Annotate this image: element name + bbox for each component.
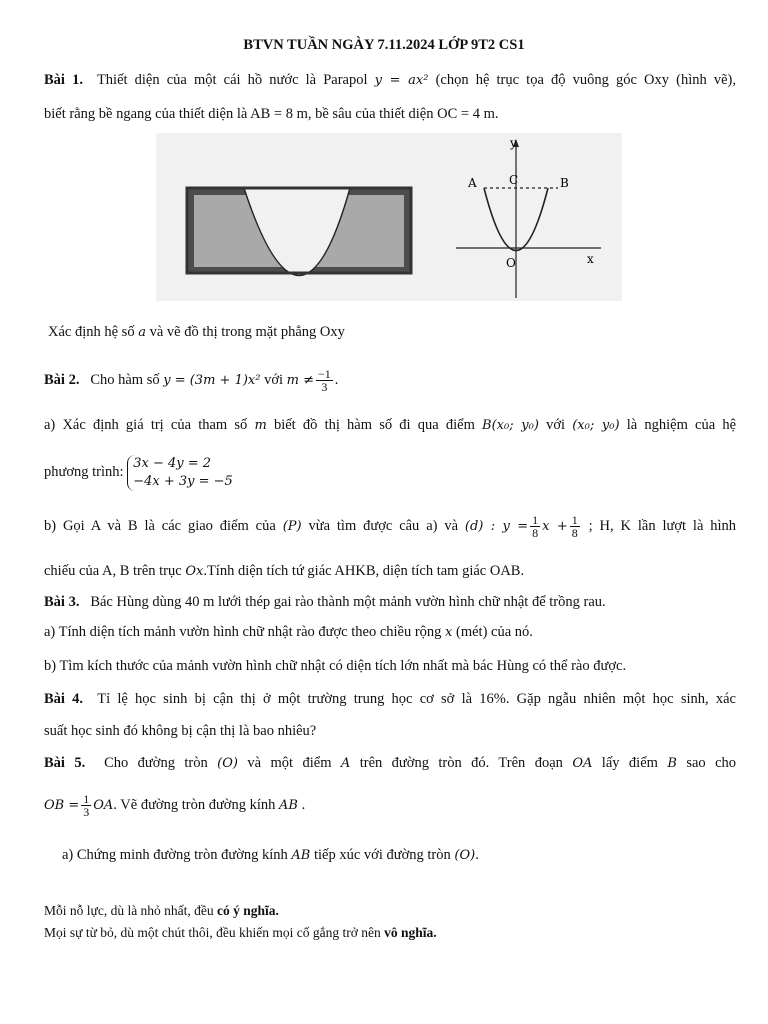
bai2-a-post: là nghiệm của hệ (626, 417, 737, 433)
bai1-text-rest: (chọn hệ trục tọa độ vuông góc Oxy (hình vẽ), (435, 72, 737, 88)
bai3-line1 (44, 592, 736, 612)
motto-line-2-text: Mọi sự từ bỏ, dù một chút thôi, đều khiến mọi cố gắng trở nên (44, 925, 381, 940)
bai2-formula: y = (3m + 1)x² (163, 373, 261, 388)
bai1-figure (156, 133, 622, 301)
bai2-b-parabola: (P) (282, 519, 302, 534)
fraction-denominator: 8 (571, 526, 578, 541)
equation-1: 3x − 4y = 2 (133, 455, 212, 471)
bai1-text: Thiết diện của một cái hồ nước là Parapol (96, 72, 368, 88)
bai2-a-point: B(x₀; y₀) (482, 418, 539, 433)
bai4-line1 (44, 689, 736, 709)
motto-line-1-text: Mỗi nỗ lực, dù là nhỏ nhất, đều (44, 903, 214, 918)
bai5-text-5: sao cho (686, 755, 737, 771)
bai2-condition: m ≠ (286, 373, 315, 388)
bai3-a-post: (mét) của nó. (456, 624, 533, 640)
bai2-b-text: b) Gọi A và B là các giao điểm của (44, 518, 276, 534)
bai5-point-a: A (340, 756, 351, 771)
bai3-a-var: x (445, 625, 453, 640)
origin-label: O (506, 256, 516, 270)
bai2-line1: Bài 2. Cho hàm số y = (3m + 1)x² với m ≠ $\frac{-1}{3}$ . (44, 367, 339, 395)
point-b-label: B (560, 176, 569, 190)
bai1-task-post: và vẽ đồ thị trong mặt phẳng Oxy (149, 324, 345, 340)
bai5-fraction (81, 793, 91, 818)
bai2-b-fraction-1 (530, 514, 540, 539)
bai2-b-line2 (44, 561, 736, 582)
bai1-task (48, 322, 740, 343)
bai5-label: Bài 5. (44, 755, 86, 771)
bai5-line2 (44, 790, 736, 820)
bai5-a-mid: tiếp xúc với đường tròn (314, 847, 451, 863)
bai5-text-2: và một điểm (247, 755, 332, 771)
bai3-a-text: a) Tính diện tích mảnh vườn hình chữ nhật rào được theo chiều rộng (44, 624, 442, 640)
bai5-a-post: . (475, 847, 479, 863)
fraction-denominator: 3 (83, 805, 90, 820)
bai2-a-mid: biết đồ thị hàm số đi qua điểm (273, 417, 475, 433)
bai2-a-param: m (254, 418, 267, 433)
bai1-task-var: a (138, 325, 146, 340)
bai5-ob: OB = (44, 798, 80, 813)
point-a-label: A (468, 176, 477, 190)
bai4-text: Tỉ lệ học sinh bị cận thị ở một trường trung học cơ sở là 16%. Gặp ngẫu nhiên một học sinh, xác (97, 691, 736, 707)
fraction-denominator: 8 (532, 526, 539, 541)
bai5-a (62, 845, 754, 866)
bai1-line2: biết rằng bề ngang của thiết diện là AB = 8 m, bề sâu của thiết diện OC = 4 m. (44, 106, 499, 122)
bai5-circle-o: (O) (217, 756, 238, 771)
equation-system (127, 455, 233, 491)
equation-2: −4x + 3y = −5 (133, 473, 233, 489)
bai3-label: Bài 3. (44, 594, 80, 610)
bai1-label: Bài 1. (44, 72, 83, 88)
bai2-b-line1 (44, 512, 736, 540)
bai1-formula: y = ax² (374, 73, 429, 88)
bai2-b-line2-pre: chiếu của A, B trên trục (44, 563, 182, 579)
bai5-ab: AB (279, 798, 298, 813)
bai4-line2: suất học sinh đó không bị cận thị là bao nhiêu? (44, 723, 317, 739)
fraction-numerator: −1 (318, 367, 331, 382)
bai2-b-mid: vừa tìm được câu a) và (308, 518, 459, 534)
bai3-b: b) Tìm kích thước của mảnh vườn hình chữ nhật có diện tích lớn nhất mà bác Hùng có thể rào được. (44, 658, 627, 674)
bai2-b-axis: Ox (185, 564, 204, 579)
motto-line-1-bold: có ý nghĩa. (217, 903, 279, 918)
bai2-b-line-d: (d) : y = (464, 519, 529, 534)
bai2-b-fraction-2 (570, 514, 580, 539)
bai5-text-7: . (301, 797, 306, 813)
bai2-with: với (264, 372, 284, 388)
page-title: BTVN TUẦN NGÀY 7.11.2024 LỚP 9T2 CS1 (243, 37, 525, 53)
x-axis-label: x (587, 252, 594, 266)
bai2-label: Bài 2. (44, 372, 80, 388)
bai2-a-with: với (546, 417, 566, 433)
fraction-numerator: 1 (532, 513, 539, 528)
y-axis-label: y (510, 136, 517, 150)
motto-line-2-bold: vô nghĩa. (384, 925, 437, 940)
bai2-a-line1 (44, 415, 736, 436)
bai1-line1 (44, 70, 736, 91)
bai5-text-3: trên đường tròn đó. Trên đoạn (359, 755, 563, 771)
bai2-a-text: a) Xác định giá trị của tham số (44, 417, 248, 433)
motto-line-1 (44, 902, 279, 920)
fraction-numerator: 1 (571, 513, 578, 528)
bai2-a-pair: (x₀; y₀) (572, 418, 620, 433)
parabola-graph (456, 136, 601, 298)
bai3-a (44, 622, 736, 643)
pool-cross-section (187, 188, 411, 276)
bai5-a-circle: (O) (454, 848, 476, 863)
bai5-text-1: Cho đường tròn (104, 755, 208, 771)
point-c-label: C (509, 173, 519, 187)
bai2-b-x: x + (542, 519, 568, 534)
bai5-oa: OA (93, 798, 114, 813)
bai2-system-label: phương trình: (44, 464, 124, 480)
bai2-system-line (44, 452, 736, 492)
bai5-a-ab: AB (291, 848, 311, 863)
motto-line-2 (44, 924, 437, 942)
bai5-point-b: B (667, 756, 677, 771)
bai5-segment-oa: OA (572, 756, 593, 771)
bai2-condition-fraction (316, 368, 333, 393)
bai5-line1 (44, 753, 736, 774)
bai2-b-post: ; H, K lần lượt là hình (588, 518, 737, 534)
bai1-task-pre: Xác định hệ số (48, 324, 135, 340)
fraction-denominator: 3 (321, 380, 328, 395)
bai2-b-line2-post: .Tính diện tích tứ giác AHKB, diện tích tam giác OAB. (203, 563, 525, 579)
bai3-text: Bác Hùng dùng 40 m lưới thép gai rào thành một mảnh vườn hình chữ nhật để trồng rau. (90, 594, 606, 610)
pool-diagram (156, 133, 622, 301)
bai5-text-6: . Vẽ đường tròn đường kính (113, 797, 276, 813)
bai2-text: Cho hàm số (90, 372, 160, 388)
bai4-label: Bài 4. (44, 691, 84, 707)
bai5-text-4: lấy điểm (601, 755, 658, 771)
bai5-a-text: a) Chứng minh đường tròn đường kính (62, 847, 288, 863)
fraction-numerator: 1 (83, 792, 90, 807)
